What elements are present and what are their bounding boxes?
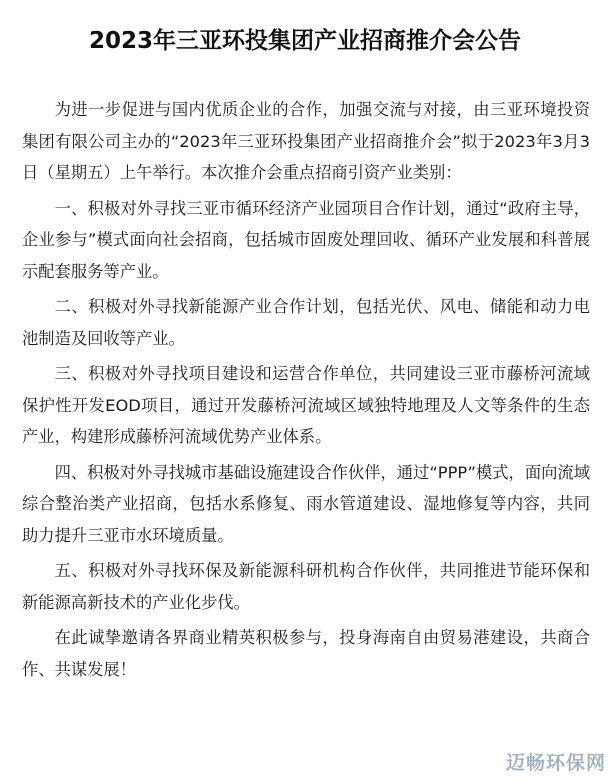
intro-paragraph: 为进一步促进与国内优质企业的合作，加强交流与对接，由三亚环境投资集团有限公司主办的“2023年三亚环投集团产业招商推介会”拟于2023年3月3日（星期五）上午举行。本次推介会重点招商引资产业类别： [22, 100, 590, 182]
item-one-paragraph: 一、积极对外寻找三亚市循环经济产业园项目合作计划，通过“政府主导，企业参与”模式面向社会招商，包括城市固废处理回收、循环产业发展和科普展示配套服务等产业。 [22, 198, 590, 281]
document-body [22, 94, 590, 689]
item-four-paragraph: 四、积极对外寻找城市基础设施建设合作伙伴，通过“PPP”模式，面向流域综合整治类产业招商，包括水系修复、雨水管道建设、湿地修复等内容，共同助力提升三亚市水环境质量。 [22, 462, 590, 545]
item-five-paragraph: 五、积极对外寻找环保及新能源科研机构合作伙伴，共同推进节能环保和新能源高新技术的产业化步伐。 [22, 561, 590, 612]
site-watermark: 迈畅环保网 [505, 752, 606, 774]
item-three-paragraph: 三、积极对外寻找项目建设和运营合作单位，共同建设三亚市藤桥河流域保护性开发EOD项目，通过开发藤桥河流域区域独特地理及人文等条件的生态产业，构建形成藤桥河流域优势产业体系。 [22, 364, 590, 446]
page-title: 2023年三亚环投集团产业招商推介会公告 [88, 28, 521, 54]
item-two-paragraph: 二、积极对外寻找新能源产业合作计划，包括光伏、风电、储能和动力电池制造及回收等产业。 [22, 297, 590, 348]
closing-paragraph: 在此诚挚邀请各界商业精英积极参与，投身海南自由贸易港建设，共商合作、共谋发展！ [22, 628, 590, 679]
